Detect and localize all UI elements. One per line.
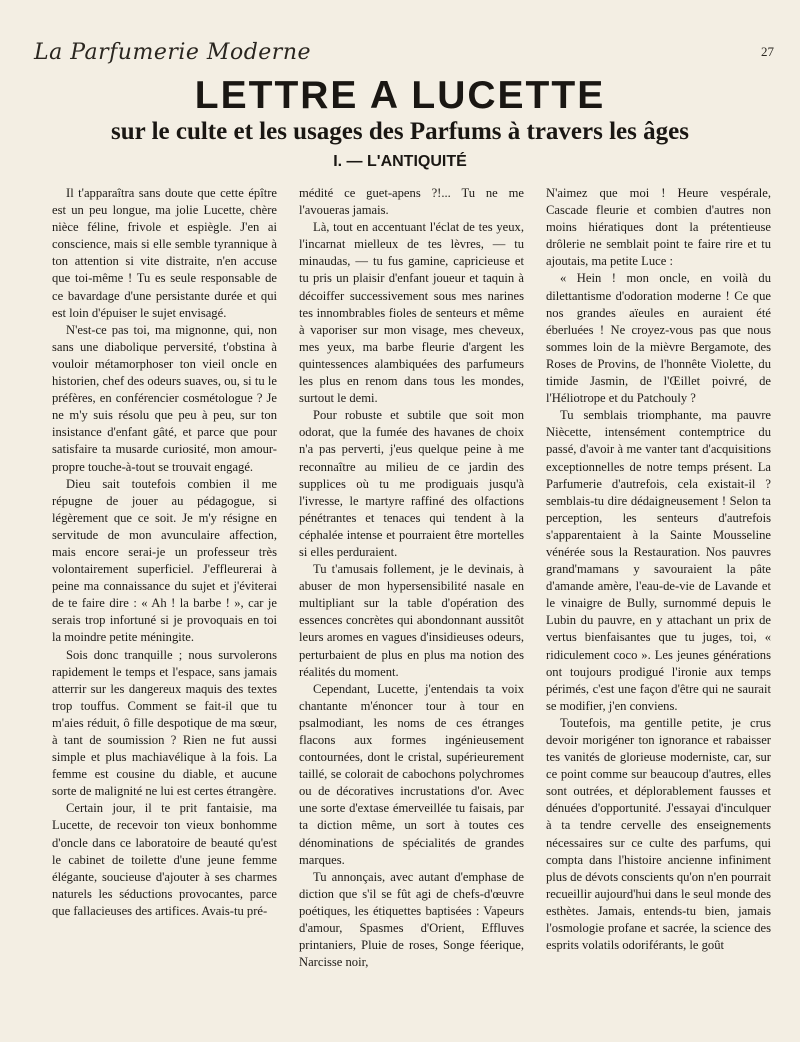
column-2: [299, 185, 524, 1005]
paragraph: Tu semblais triomphante, ma pauvre Niècette, intensément contemptrice du passé, d'avoir à me vanter tant d'acquisitions exceptionnelles de notre temps présent. La Parfumerie d'autrefois, cela existait-il ? semblais-tu dire dédaigneusement ! Selon ta perception, les senteurs d'autrefois s'apparentaient à la Sainte Mousseline vénérée sous la Restauration. Nos pauvres grand'mamans y savouraient la pâte d'amande amère, l'eau-de-vie de Lavande et le vinaigre de Bully, surnommé depuis le Lubin du pauvre, en y attachant un prix de vertus bienfaisantes que tu juges, toi, « ridiculement coco ». Les jeunes générations ont toujours prodigué l'ironie aux temps périmés, c'est une façon d'être qui ne saurait se modifier, j'en conviens.: [546, 408, 771, 713]
article-body: [52, 185, 772, 1005]
paragraph: N'est-ce pas toi, ma mignonne, qui, non sans une diabolique perversité, t'obstina à vouloir métamorphoser ton vieil oncle en historien, chef des odeurs suaves, ou, si tu le préfères, en conférencier cosmétologue ? Je ne m'y suis résolu que peu à peu, sur ton insistance d'enfant gâté, et parce que pour satisfaire ta musarde curiosité, mon amour-propre touche-à-tout se trouvait engagé.: [52, 322, 277, 474]
paragraph: Tu t'amusais follement, je le devinais, à abuser de mon hypersensibilité nasale en multipliant sur la table d'opération des essences concrètes qui abondonnant aussitôt leurs aromes en vagues d'insidieuses odeurs, perturbaient de plus en plus ma notion des réalités du moment.: [299, 562, 524, 679]
page-header: [34, 36, 774, 76]
column-3: [546, 185, 771, 1005]
running-head: La Parfumerie Moderne: [34, 40, 312, 65]
section-heading: I. — L'ANTIQUITÉ: [333, 153, 467, 170]
paragraph: Pour robuste et subtile que soit mon odorat, que la fumée des havanes de choix n'a pas perverti, j'eus quelque peine à me reconnaître au milieu de ce jardin des supplices où tu me prodiguais jusqu'à l'ivresse, le martyre raffiné des olfactions pénétrantes et tenaces qui tendent à la céphalée intense et pourraient être mortelles si elles perduraient.: [299, 408, 524, 559]
column-1: [52, 185, 277, 1005]
page-number: 27: [761, 44, 774, 59]
paragraph: Toutefois, ma gentille petite, je crus devoir morigéner ton ignorance et rabaisser tes vanités de glorieuse moderniste, car, sur ce point comme sur beaucoup d'autres, elles sont outrées, et déplorablement fausses et dénuées d'opportunité. J'essayai d'inculquer à ta tendre cervelle des enseignements nécessaires sur ce culte des parfums, qui compta dans l'histoire ancienne infiniment plus de dévots conscients qu'on n'en pourrait recueillir aujourd'hui dans le seul monde des esthètes. Jamais, entends-tu bien, jamais l'osmologie profane et sacrée, la science des esprits volatils odoriférants, le goût: [546, 715, 771, 953]
article-subtitle: sur le culte et les usages des Parfums à travers les âges: [111, 118, 689, 145]
paragraph: « Hein ! mon oncle, en voilà du dilettantisme d'odoration moderne ! Ce que nos grandes aïeules en auraient été éberluées ! Ne croyez-vous pas que nous sommes loin de la mièvre Bergamote, des Roses de Provins, de l'honnête Violette, du timide Jasmin, de l'Œillet poivré, de l'Héliotrope et du Patchouly ?: [546, 271, 771, 406]
paragraph: Cependant, Lucette, j'entendais ta voix chantante m'énoncer tour à tour en psalmodiant, les noms de ces étranges flacons aux formes ingénieusement contournées, dont le cristal, supérieurement taillé, se colorait de cabochons polychromes ou de décoratives incrustations d'or. Avec une sorte d'extase émerveillée tu faisais, par ta diction même, un sort à toutes ces dénominations de spécialités de grandes marques.: [299, 681, 524, 867]
paragraph: Tu annonçais, avec autant d'emphase de diction que s'il se fût agi de chefs-d'œuvre poétiques, les étiquettes baptisées : Vapeurs d'amour, Spasmes d'Orient, Effluves printaniers, Pluie de roses, Songe féerique, Narcisse noir,: [299, 869, 524, 970]
paragraph: Certain jour, il te prit fantaisie, ma Lucette, de recevoir ton vieux bonhomme d'oncle dans ce laboratoire de beauté qu'est le cabinet de toilette d'une jeune femme élégante, soucieuse d'ajouter à ses charmes naturels les séductions provocantes, parce que fallacieuses des artifices. Avais-tu pré-: [52, 801, 277, 918]
article-title: LETTRE A LUCETTE: [194, 74, 606, 117]
paragraph: Il t'apparaîtra sans doute que cette épître est un peu longue, ma jolie Lucette, chère nièce féline, frivole et espiègle. J'en ai conscience, mais si elle semble tyrannique à ton attention si vite distraite, n'en accuse que toi-même ! Tu es seule responsable de ce bavardage d'une persistante durée et qui est loin d'épuiser le sujet envisagé.: [52, 186, 277, 320]
paragraph: Sois donc tranquille ; nous survolerons rapidement le temps et l'espace, sans jamais atterrir sur les dangereux maquis des textes trop touffus. Comment se fait-il que tu m'aies réduit, ô fille despotique de ma sœur, à tant de soumission ? Rien ne fut aussi simple et plus machiavélique à la fois. La femme est cousine du diable, et aucune sorte de malignité ne lui est certes étrangère.: [52, 647, 277, 799]
paragraph: Dieu sait toutefois combien il me répugne de jouer au pédagogue, si légèrement que ce soit. Je m'y résigne en servitude de mon avunculaire affection, mais encore serai-je un professeur très volontairement superficiel. J'effleurerai à peine ma connaissance du sujet et j'éviterai de te faire dire : « Ah ! la barbe ! », car je serais trop infortuné si je provoquais en toi la moindre petite méningite.: [52, 476, 277, 645]
paragraph: N'aimez que moi ! Heure vespérale, Cascade fleurie et combien d'autres non moins hiératiques dont la prétentieuse drôlerie ne semblait point te faire rire et tu ajoutais, ma petite Luce :: [546, 186, 771, 269]
paragraph: médité ce guet-apens ?!... Tu ne me l'avoueras jamais.: [299, 186, 524, 218]
paragraph: Là, tout en accentuant l'éclat de tes yeux, l'incarnat mielleux de tes lèvres, — tu minaudas, — tu fus gamine, capricieuse et tu pris un plaisir d'enfant joueur et taquin à décoiffer successivement sous mes narines tes innombrables fioles de senteurs et même à vaporiser sur mon visage, mes cheveux, mes yeux, ma barbe fleurie d'argent les quintessences alambiquées des parfumeurs les plus en renom dans tous les mondes, surtout le demi.: [299, 220, 524, 406]
